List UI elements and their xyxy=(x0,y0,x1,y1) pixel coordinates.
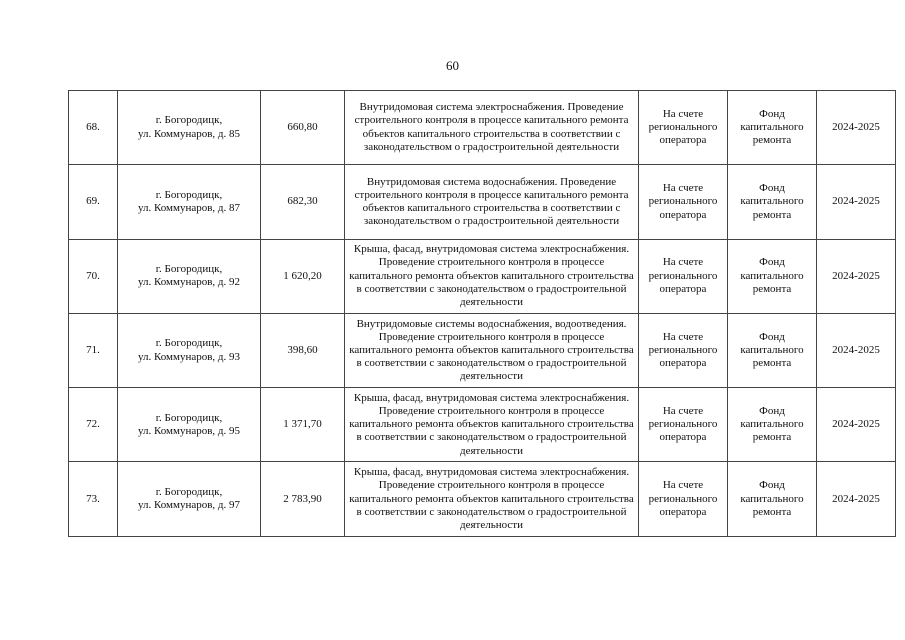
period-cell: 2024-2025 xyxy=(817,165,896,239)
cost-cell: 682,30 xyxy=(261,165,345,239)
fund-cell: Фонд капитального ремонта xyxy=(728,313,817,387)
table-row xyxy=(69,239,896,313)
table-row xyxy=(69,388,896,462)
address-city: г. Богородицк, xyxy=(155,263,223,276)
address-cell xyxy=(118,462,261,536)
cost-cell: 1 371,70 xyxy=(261,388,345,462)
address-city: г. Богородицк, xyxy=(155,114,223,127)
address-city: г. Богородицк, xyxy=(155,188,223,201)
fund-cell: Фонд капитального ремонта xyxy=(728,462,817,536)
address-cell xyxy=(118,165,261,239)
address-cell xyxy=(118,239,261,313)
row-number-cell: 71. xyxy=(69,313,118,387)
work-description-cell: Крыша, фасад, внутридомовая система электроснабжения. Проведение строительного контроля в процессе капитального ремонта объектов капитального строительства в соответствии с законодательством о градостроительной деятельности xyxy=(345,388,639,462)
work-description-cell: Внутридомовая система водоснабжения. Проведение строительного контроля в процессе капитального ремонта объектов капитального строительства в соответствии с законодательством о градостроительной деятельности xyxy=(345,165,639,239)
cost-cell: 1 620,20 xyxy=(261,239,345,313)
address-city: г. Богородицк, xyxy=(155,411,223,424)
row-number-cell: 72. xyxy=(69,388,118,462)
table-row xyxy=(69,91,896,165)
fund-cell: Фонд капитального ремонта xyxy=(728,388,817,462)
period-cell: 2024-2025 xyxy=(817,462,896,536)
table-row xyxy=(69,313,896,387)
address-cell xyxy=(118,388,261,462)
period-cell: 2024-2025 xyxy=(817,313,896,387)
address-city: г. Богородицк, xyxy=(155,485,223,498)
work-description-cell: Крыша, фасад, внутридомовая система электроснабжения. Проведение строительного контроля в процессе капитального ремонта объектов капитального строительства в соответствии с законодательством о градостроительной деятельности xyxy=(345,462,639,536)
address-city: г. Богородицк, xyxy=(155,337,223,350)
page-number: 60 xyxy=(446,58,459,73)
repair-works-table xyxy=(68,90,896,537)
cost-cell: 660,80 xyxy=(261,91,345,165)
table-row xyxy=(69,462,896,536)
address-street: ул. Коммунаров, д. 95 xyxy=(137,424,241,437)
funding-source-cell: На счете регионального оператора xyxy=(639,388,728,462)
period-cell: 2024-2025 xyxy=(817,239,896,313)
funding-source-cell: На счете регионального оператора xyxy=(639,462,728,536)
row-number-cell: 68. xyxy=(69,91,118,165)
funding-source-cell: На счете регионального оператора xyxy=(639,91,728,165)
funding-source-cell: На счете регионального оператора xyxy=(639,313,728,387)
row-number-cell: 69. xyxy=(69,165,118,239)
fund-cell: Фонд капитального ремонта xyxy=(728,239,817,313)
row-number-cell: 73. xyxy=(69,462,118,536)
address-cell xyxy=(118,313,261,387)
fund-cell: Фонд капитального ремонта xyxy=(728,91,817,165)
address-street: ул. Коммунаров, д. 93 xyxy=(137,350,241,363)
cost-cell: 398,60 xyxy=(261,313,345,387)
address-street: ул. Коммунаров, д. 97 xyxy=(137,499,241,512)
address-street: ул. Коммунаров, д. 85 xyxy=(137,127,241,140)
table-row xyxy=(69,165,896,239)
work-description-cell: Внутридомовые системы водоснабжения, водоотведения. Проведение строительного контроля в процессе капитального ремонта объектов капитального строительства в соответствии с законодательством о градостроительной деятельности xyxy=(345,313,639,387)
work-description-cell: Крыша, фасад, внутридомовая система электроснабжения. Проведение строительного контроля в процессе капитального ремонта объектов капитального строительства в соответствии с законодательством о градостроительной деятельности xyxy=(345,239,639,313)
funding-source-cell: На счете регионального оператора xyxy=(639,165,728,239)
cost-cell: 2 783,90 xyxy=(261,462,345,536)
address-street: ул. Коммунаров, д. 87 xyxy=(137,201,241,214)
period-cell: 2024-2025 xyxy=(817,388,896,462)
work-description-cell: Внутридомовая система электроснабжения. Проведение строительного контроля в процессе капитального ремонта объектов капитального строительства в соответствии с законодательством о градостроительной деятельности xyxy=(345,91,639,165)
address-cell xyxy=(118,91,261,165)
funding-source-cell: На счете регионального оператора xyxy=(639,239,728,313)
address-street: ул. Коммунаров, д. 92 xyxy=(137,276,241,289)
period-cell: 2024-2025 xyxy=(817,91,896,165)
fund-cell: Фонд капитального ремонта xyxy=(728,165,817,239)
row-number-cell: 70. xyxy=(69,239,118,313)
